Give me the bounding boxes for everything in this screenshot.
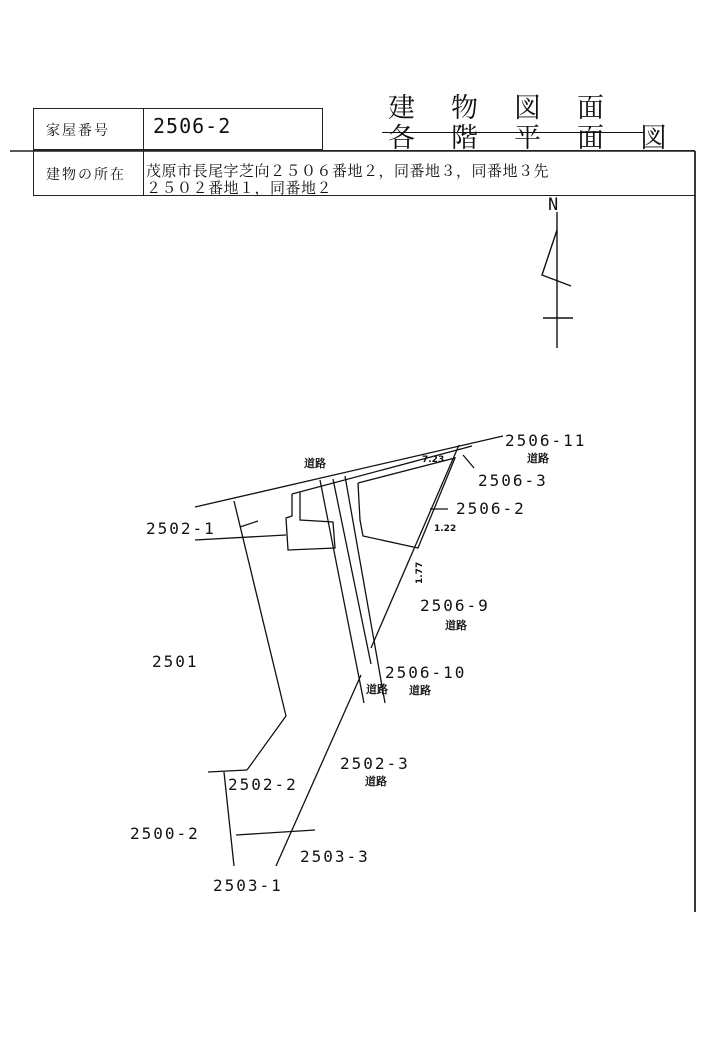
lot-2506-2: 2506-2 <box>456 499 526 518</box>
lot-2506-3: 2506-3 <box>478 471 548 490</box>
lot-2500-2: 2500-2 <box>130 824 200 843</box>
lot-2506-10: 2506-10 <box>385 663 467 682</box>
house-number-label: 家屋番号 <box>46 123 110 139</box>
road-label: 道路 <box>366 683 388 696</box>
struck-title: 各階平面図 <box>388 123 703 154</box>
road-label: 道路 <box>409 684 431 697</box>
location-label: 建物の所在 <box>46 167 126 183</box>
dimension-7-23: 7.23 <box>422 455 445 465</box>
lot-2506-11: 2506-11 <box>505 431 587 450</box>
dimension-1-77: 1.77 <box>415 561 425 584</box>
lot-2506-9: 2506-9 <box>420 596 490 615</box>
location-line-1: 茂原市長尾字芝向２５０６番地２，同番地３，同番地３先 <box>146 162 550 180</box>
lot-2502-2: 2502-2 <box>228 775 298 794</box>
lot-2502-3: 2502-3 <box>340 754 410 773</box>
location-line-2: ２５０２番地１，同番地２ <box>146 179 333 197</box>
house-number-value: 2506-2 <box>153 114 232 138</box>
lot-2503-3: 2503-3 <box>300 847 370 866</box>
lot-2503-1: 2503-1 <box>213 876 283 895</box>
road-label: 道路 <box>304 457 326 470</box>
dimension-1-22: 1.22 <box>434 524 457 534</box>
road-label: 道路 <box>445 619 467 632</box>
road-label: 道路 <box>527 452 549 465</box>
road-label: 道路 <box>365 775 387 788</box>
north-arrow-icon <box>542 195 573 348</box>
lot-2501: 2501 <box>152 652 199 671</box>
lot-2502-1: 2502-1 <box>146 519 216 538</box>
document-title: 建物図面 <box>388 93 640 124</box>
north-label: N <box>548 195 561 215</box>
